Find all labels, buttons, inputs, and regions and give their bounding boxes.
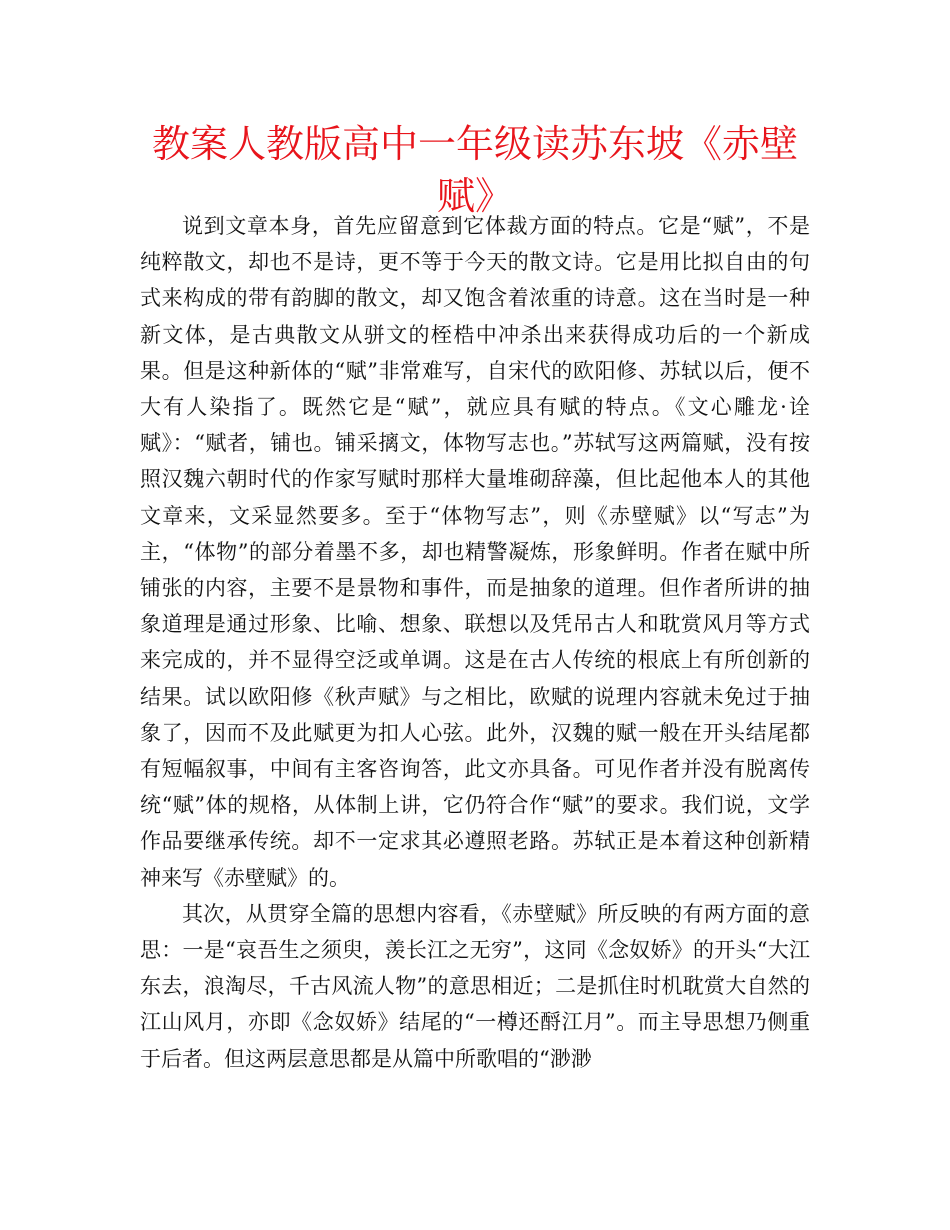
document-body [140, 208, 810, 1077]
document-title: 教案人教版高中一年级读苏东坡《赤壁赋》 [151, 122, 798, 218]
paragraph-2: 其次，从贯穿全篇的思想内容看，《赤壁赋》所反映的有两方面的意思：一是“哀吾生之须臾，羡长江之无穷”，这同《念奴娇》的开头“大江东去，浪淘尽，千古风流人物”的意思相近；二是抓住时机耽赏大自然的江山风月，亦即《念奴娇》结尾的“一樽还酹江月”。而主导思想乃侧重于后者。但这两层意思都是从篇中所歌唱的“渺渺 [140, 901, 810, 1071]
paragraph-1: 说到文章本身，首先应留意到它体裁方面的特点。它是“赋”，不是纯粹散文，却也不是诗，更不等于今天的散文诗。它是用比拟自由的句式来构成的带有韵脚的散文，却又饱含着浓重的诗意。这在当时是一种新文体，是古典散文从骈文的桎梏中冲杀出来获得成功后的一个新成果。但是这种新体的“赋”非常难写，自宋代的欧阳修、苏轼以后，便不大有人染指了。既然它是“赋”，就应具有赋的特点。《文心雕龙·诠赋》：“赋者，铺也。铺采摛文，体物写志也。”苏轼写这两篇赋，没有按照汉魏六朝时代的作家写赋时那样大量堆砌辞藻，但比起他本人的其他文章来，文采显然要多。至于“体物写志”，则《赤壁赋》以“写志”为主，“体物”的部分着墨不多，却也精警凝炼，形象鲜明。作者在赋中所铺张的内容，主要不是景物和事件，而是抽象的道理。但作者所讲的抽象道理是通过形象、比喻、想象、联想以及凭吊古人和耽赏风月等方式来完成的，并不显得空泛或单调。这是在古人传统的根底上有所创新的结果。试以欧阳修《秋声赋》与之相比，欧赋的说理内容就未免过于抽象了，因而不及此赋更为扣人心弦。此外，汉魏的赋一般在开头结尾都有短幅叙事，中间有主客咨询答，此文亦具备。可见作者并没有脱离传统“赋”体的规格，从体制上讲，它仍符合作“赋”的要求。我们说，文学作品要继承传统。却不一定求其必遵照老路。苏轼正是本着这种创新精神来写《赤壁赋》的。 [140, 214, 810, 890]
